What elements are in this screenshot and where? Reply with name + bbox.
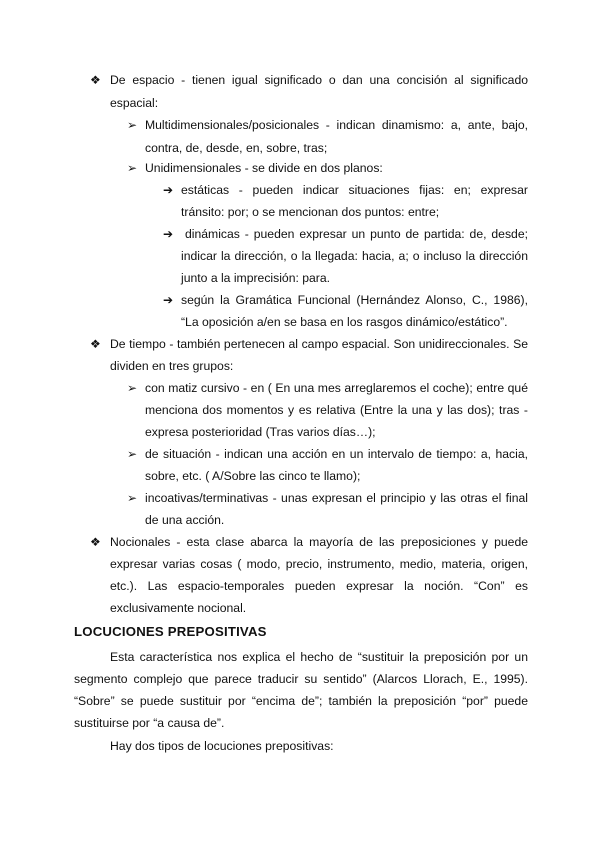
nocionales-line-1: Nocionales - esta clase abarca la mayoría de las preposiciones y puede xyxy=(110,535,528,549)
section-heading: LOCUCIONES PREPOSITIVAS xyxy=(74,624,267,639)
arrow-bullet-icon: ➔ xyxy=(163,227,174,241)
arrow-bullet-icon: ➔ xyxy=(163,183,174,197)
arrowhead-bullet-icon: ➢ xyxy=(127,381,138,395)
multidimensionales-line-2: contra, de, desde, en, sobre, tras; xyxy=(145,141,328,155)
arrowhead-bullet-icon: ➢ xyxy=(127,491,138,505)
arrowhead-bullet-icon: ➢ xyxy=(127,161,138,175)
situacion-line-1: de situación - indican una acción en un intervalo de tiempo: a, hacia, xyxy=(145,447,528,461)
tiempo-line-2: dividen en tres grupos: xyxy=(110,359,234,373)
arrowhead-bullet-icon: ➢ xyxy=(127,447,138,461)
paragraph-line-4: sustituirse por “a causa de”. xyxy=(74,716,225,730)
cursivo-line-3: expresa posterioridad (Tras varios días…); xyxy=(145,425,376,439)
arrowhead-bullet-icon: ➢ xyxy=(127,118,138,132)
unidimensionales-line: Unidimensionales - se divide en dos planos: xyxy=(145,161,383,175)
dinamicas-line-3: junto a la imprecisión: para. xyxy=(181,271,331,285)
incoativas-line-1: incoativas/terminativas - unas expresan el principio y las otras el final xyxy=(145,491,528,505)
diamond-bullet-icon: ❖ xyxy=(90,73,101,87)
arrow-bullet-icon: ➔ xyxy=(163,293,174,307)
estaticas-line-1: estáticas - pueden indicar situaciones fijas: en; expresar xyxy=(181,183,528,197)
nocionales-line-2: expresar varias cosas ( modo, precio, instrumento, medio, materia, origen, xyxy=(110,557,528,571)
estaticas-line-2: tránsito: por; o se mencionan dos puntos: entre; xyxy=(181,205,440,219)
cursivo-line-2: menciona dos momentos y es relativa (Entre la una y las dos); tras - xyxy=(145,403,528,417)
paragraph-line-2: segmento complejo que parece traducir su sentido” (Alarcos Llorach, E., 1995). xyxy=(74,672,528,686)
cursivo-line-1: con matiz cursivo - en ( En una mes arreglaremos el coche); entre qué xyxy=(145,381,528,395)
diamond-bullet-icon: ❖ xyxy=(90,337,101,351)
tiempo-line-1: De tiempo - también pertenecen al campo espacial. Son unidireccionales. Se xyxy=(110,337,528,351)
nocionales-line-4: exclusivamente nocional. xyxy=(110,601,247,615)
dinamicas-line-1: dinámicas - pueden expresar un punto de partida: de, desde; xyxy=(185,227,528,241)
multidimensionales-line-1: Multidimensionales/posicionales - indican dinamismo: a, ante, bajo, xyxy=(145,118,528,132)
situacion-line-2: sobre, etc. ( A/Sobre las cinco te llamo); xyxy=(145,469,361,483)
paragraph-line-1: Esta característica nos explica el hecho de “sustituir la preposición por un xyxy=(110,650,528,664)
paragraph-line-3: “Sobre” se puede sustituir por “encima de”; también la preposición “por” puede xyxy=(74,694,528,708)
funcional-line-1: según la Gramática Funcional (Hernández Alonso, C., 1986), xyxy=(181,293,528,307)
funcional-line-2: “La oposición a/en se basa en los rasgos dinámico/estático”. xyxy=(181,315,508,329)
dinamicas-line-2: indicar la dirección, o la llegada: hacia, a; o incluso la dirección xyxy=(181,249,528,263)
diamond-bullet-icon: ❖ xyxy=(90,535,101,549)
espacio-line-2: espacial: xyxy=(110,96,159,110)
nocionales-line-3: etc.). Las espacio-temporales pueden expresar la noción. “Con” es xyxy=(110,579,528,593)
closing-line: Hay dos tipos de locuciones prepositivas: xyxy=(110,739,334,753)
espacio-line-1: De espacio - tienen igual significado o dan una concisión al significado xyxy=(110,73,528,87)
incoativas-line-2: de una acción. xyxy=(145,513,225,527)
